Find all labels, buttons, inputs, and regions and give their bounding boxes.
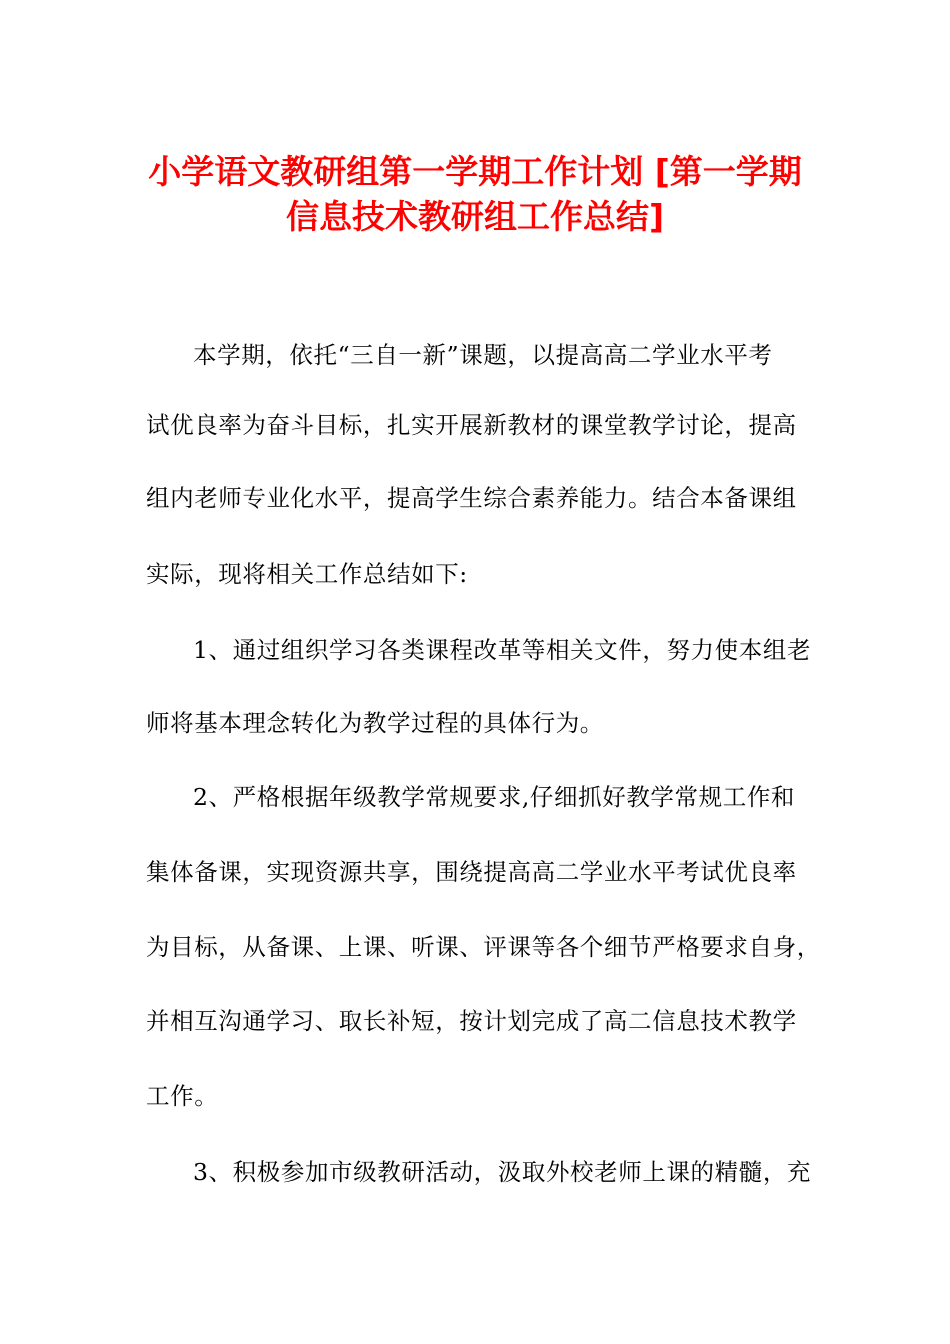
body-line: 实际，现将相关工作总结如下: <box>146 560 468 588</box>
body-line: 1、通过组织学习各类课程改革等相关文件，努力使本组老 <box>193 636 812 664</box>
body-line: 组内老师专业化水平，提高学生综合素养能力。结合本备课组 <box>146 484 797 512</box>
body-line: 3、积极参加市级教研活动，汲取外校老师上课的精髓，充 <box>193 1158 812 1186</box>
body-line: 为目标，从备课、上课、听课、评课等各个细节严格要求自身， <box>146 933 821 961</box>
body-line: 工作。 <box>146 1082 219 1110</box>
body-line: 试优良率为奋斗目标，扎实开展新教材的课堂教学讨论，提高 <box>146 411 797 439</box>
body-line: 2、严格根据年级教学常规要求,仔细抓好教学常规工作和 <box>193 783 796 811</box>
body-line: 并相互沟通学习、取长补短，按计划完成了高二信息技术教学 <box>146 1007 797 1035</box>
body-line: 集体备课，实现资源共享，围绕提高高二学业水平考试优良率 <box>146 858 797 886</box>
document-title-line-1: 小学语文教研组第一学期工作计划 [第一学期 <box>148 152 802 191</box>
body-line: 师将基本理念转化为教学过程的具体行为。 <box>146 709 604 737</box>
body-line: 本学期，依托“三自一新”课题，以提高高二学业水平考 <box>193 341 773 369</box>
document-title-line-2: 信息技术教研组工作总结] <box>285 197 665 236</box>
